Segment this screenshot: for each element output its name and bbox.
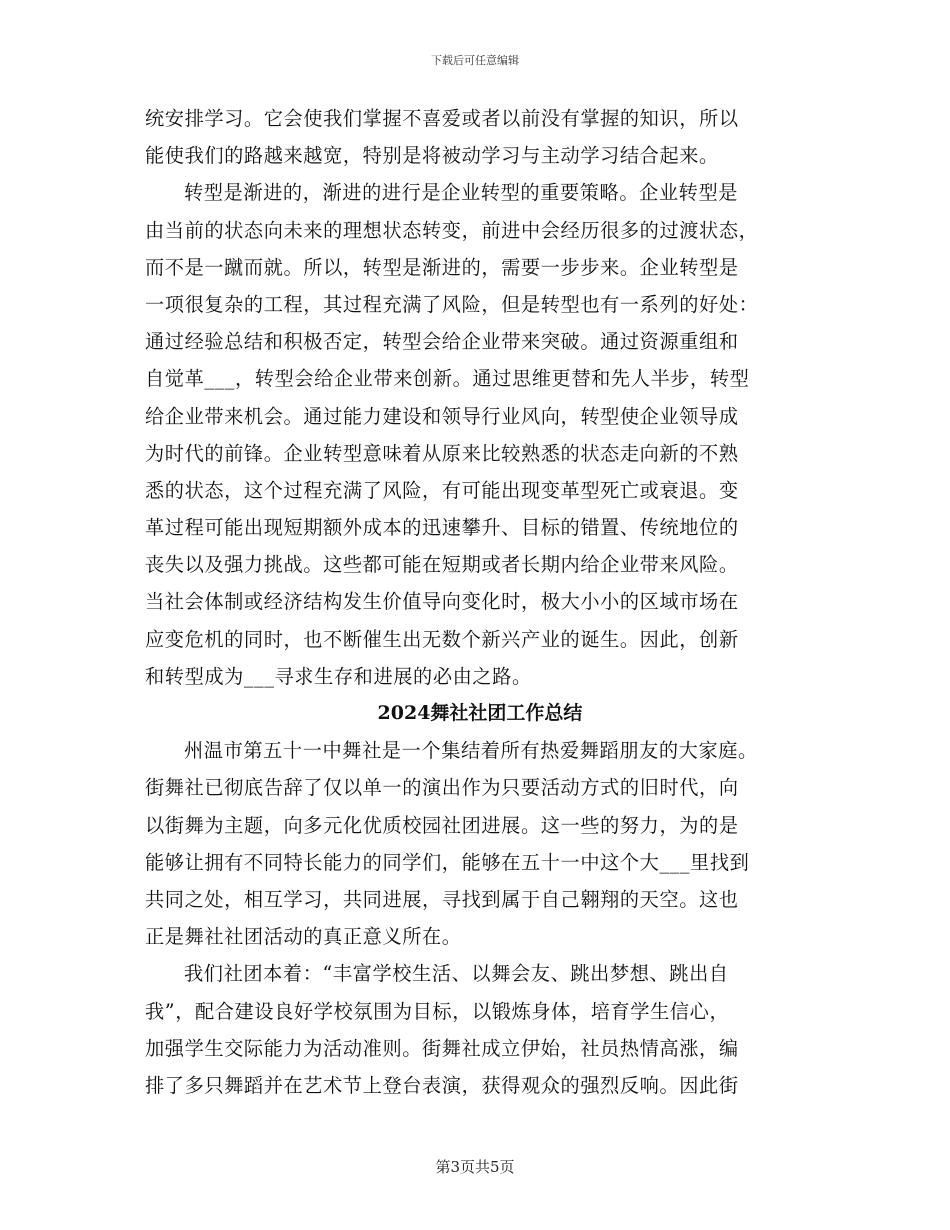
text-line: 革过程可能出现短期额外成本的迅速攀升、目标的错置、传统地位的	[145, 516, 739, 540]
text-line: 和转型成为___寻求生存和进展的必由之路。	[145, 664, 532, 688]
text-line: 转型是渐进的，渐进的进行是企业转型的重要策略。企业转型是	[184, 181, 739, 205]
text-line: 我们社团本着：“丰富学校生活、以舞会友、跳出梦想、跳出自	[184, 962, 729, 986]
text-line: 通过经验总结和积极否定，转型会给企业带来突破。通过资源重组和	[145, 330, 739, 354]
text-line: 丧失以及强力挑战。这些都可能在短期或者长期内给企业带来风险。	[145, 553, 739, 577]
text-line: 应变危机的同时，也不断催生出无数个新兴产业的诞生。因此，创新	[145, 627, 739, 651]
text-line: 当社会体制或经济结构发生价值导向变化时，极大小小的区域市场在	[145, 590, 739, 614]
text-line: 以街舞为主题，向多元化优质校园社团进展。这一些的努力，为的是	[145, 813, 739, 837]
text-line: 街舞社已彻底告辞了仅以单一的演出作为只要活动方式的旧时代，向	[145, 776, 739, 800]
text-line: 能够让拥有不同特长能力的同学们，能够在五十一中这个大___里找到	[145, 850, 750, 874]
document-body	[145, 100, 815, 1104]
text-line: 而不是一蹴而就。所以，转型是渐进的，需要一步步来。企业转型是	[145, 255, 739, 279]
text-line: 自觉革___，转型会给企业带来创新。通过思维更替和先人半步，转型	[145, 367, 750, 391]
text-line: 悉的状态，这个过程充满了风险，有可能出现变革型死亡或衰退。变	[145, 478, 739, 502]
header-note: 下载后可任意编辑	[431, 54, 519, 67]
text-line: 正是舞社社团活动的真正意义所在。	[145, 925, 462, 949]
text-line: 给企业带来机会。通过能力建设和领导行业风向，转型使企业领导成	[145, 404, 739, 428]
text-line: 加强学生交际能力为活动准则。街舞社成立伊始，社员热情高涨，编	[145, 1036, 739, 1060]
text-line: 排了多只舞蹈并在艺术节上登台表演，获得观众的强烈反响。因此街	[145, 1073, 739, 1097]
page-number: 第3页共5页	[435, 1158, 515, 1176]
text-line: 统安排学习。它会使我们掌握不喜爱或者以前没有掌握的知识，所以	[145, 107, 739, 130]
text-line: 能使我们的路越来越宽，特别是将被动学习与主动学习结合起来。	[145, 144, 719, 168]
text-line: 我”，配合建设良好学校氛围为目标，以锻炼身体，培育学生信心，	[145, 999, 730, 1023]
section-title: 2024舞社社团工作总结	[377, 702, 583, 724]
text-line: 为时代的前锋。企业转型意味着从原来比较熟悉的状态走向新的不熟	[145, 441, 739, 465]
text-line: 一项很复杂的工程，其过程充满了风险，但是转型也有一系列的好处：	[145, 292, 759, 316]
text-line: 由当前的状态向未来的理想状态转变，前进中会经历很多的过渡状态，	[145, 218, 759, 242]
text-line: 州温市第五十一中舞社是一个集结着所有热爱舞蹈朋友的大家庭。	[184, 739, 758, 763]
text-line: 共同之处，相互学习，共同进展，寻找到属于自己翱翔的天空。这也	[145, 887, 739, 911]
